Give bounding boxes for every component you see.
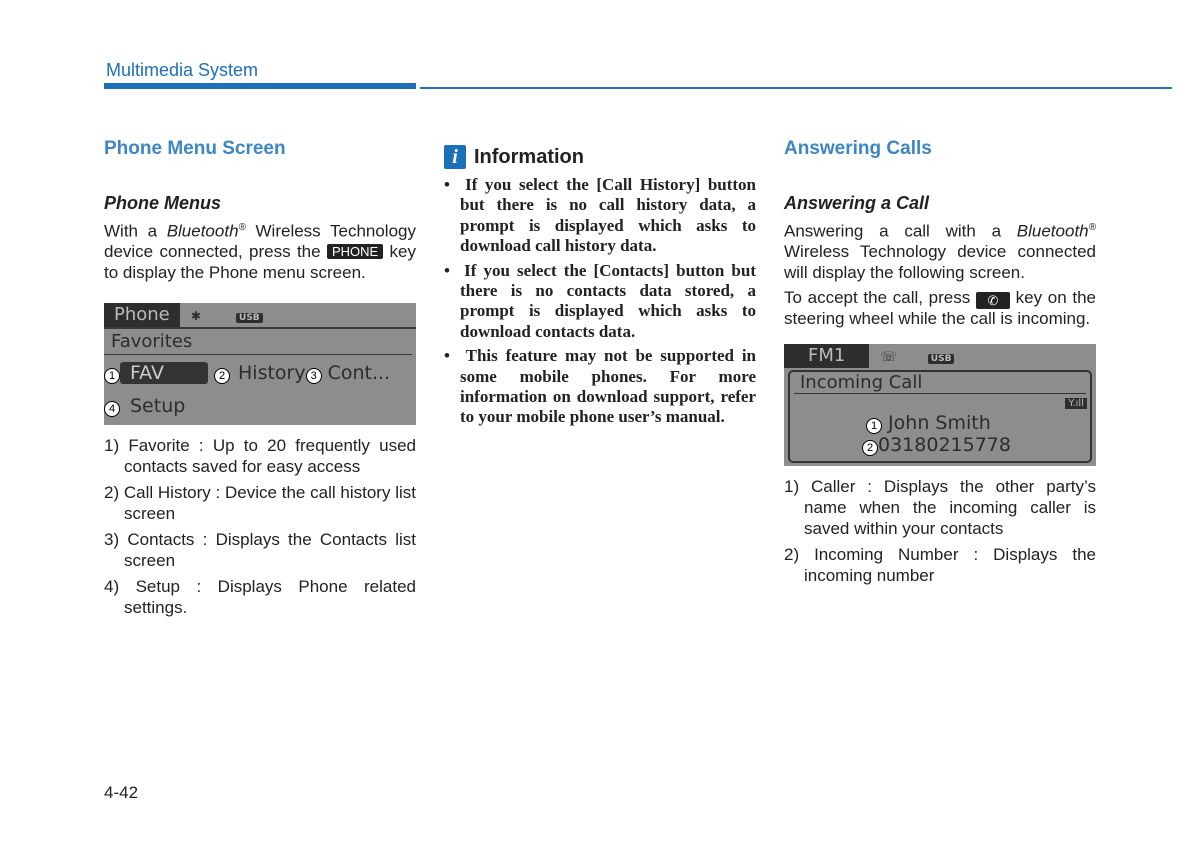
info-bullet: • If you select the [Call History] button but there is no call history data, a prompt is displayed which asks to download call history data. xyxy=(444,175,757,256)
list-item: 1) Favorite : Up to 20 frequently used contacts saved for easy access xyxy=(104,436,416,477)
intro-paragraph: With a Bluetooth® Wireless Technology device connected, press the PHONE key to display the Phone menu screen. xyxy=(104,221,416,282)
phone-status-icon: ☏ xyxy=(880,349,897,365)
subsection-title: Answering a Call xyxy=(784,193,930,213)
phone-menu-screen: Phone ✱ USB Favorites 1 FAV 2 History 3 Cont... 4 Setup xyxy=(104,303,416,425)
menu-history[interactable]: History xyxy=(238,362,306,385)
list-item: 3) Contacts : Displays the Contacts list screen xyxy=(104,530,416,571)
menu-fav[interactable]: FAV xyxy=(120,362,208,384)
header-bar xyxy=(104,83,416,89)
paragraph: Answering a call with a Bluetooth® Wireless Technology device connected will display the following screen. xyxy=(784,221,1096,282)
bluetooth-icon: ✱ xyxy=(190,309,201,324)
section-header: Multimedia System xyxy=(106,60,259,80)
section-title: Phone Menu Screen xyxy=(104,138,286,159)
signal-icon: Y.ıll xyxy=(1065,398,1087,409)
right-column xyxy=(784,138,1096,591)
subsection-title: Phone Menus xyxy=(104,193,222,213)
incoming-call-screen: FM1 ☏ USB Incoming Call Y.ıll 1 John Smith 2 03180215778 xyxy=(784,344,1096,466)
phone-menu-list xyxy=(104,435,416,618)
menu-contacts[interactable]: Cont... xyxy=(327,362,391,385)
paragraph: To accept the call, press ✆ key on the steering wheel while the call is incoming. xyxy=(784,288,1096,329)
info-title: Information xyxy=(474,145,584,168)
usb-badge: USB xyxy=(236,313,263,323)
usb-badge: USB xyxy=(928,354,955,364)
list-item: 2) Call History : Device the call history list screen xyxy=(104,483,416,524)
left-column xyxy=(104,138,416,623)
info-icon: i xyxy=(444,145,466,169)
phone-key: PHONE xyxy=(327,244,383,259)
info-bullet: • This feature may not be supported in some mobile phones. For more information on download support, refer to your mobile phone user’s manual. xyxy=(444,346,756,427)
list-item: 2) Incoming Number : Displays the incoming number xyxy=(784,544,1096,585)
incoming-call-list xyxy=(784,476,1096,586)
section-title: Answering Calls xyxy=(784,138,932,159)
caller-number: 03180215778 xyxy=(878,433,1011,456)
screen-tab: FM1 xyxy=(784,344,869,368)
information-box xyxy=(444,145,756,432)
screen-heading: Incoming Call xyxy=(794,372,1086,394)
call-key-icon: ✆ xyxy=(976,292,1010,309)
menu-setup[interactable]: Setup xyxy=(130,395,186,418)
caller-name: John Smith xyxy=(888,411,991,434)
list-item: 1) Caller : Displays the other party’s name when the incoming caller is saved within your contacts xyxy=(784,476,1096,538)
screen-tab: Phone xyxy=(104,303,180,327)
list-item: 4) Setup : Displays Phone related settings. xyxy=(104,577,416,618)
screen-heading: Favorites xyxy=(104,329,412,355)
header-rule xyxy=(420,87,1172,89)
info-bullet: • If you select the [Contacts] button but there is no contacts data stored, a prompt is displayed which asks to download contacts data. xyxy=(444,260,757,341)
page-number: 4-42 xyxy=(104,783,139,802)
